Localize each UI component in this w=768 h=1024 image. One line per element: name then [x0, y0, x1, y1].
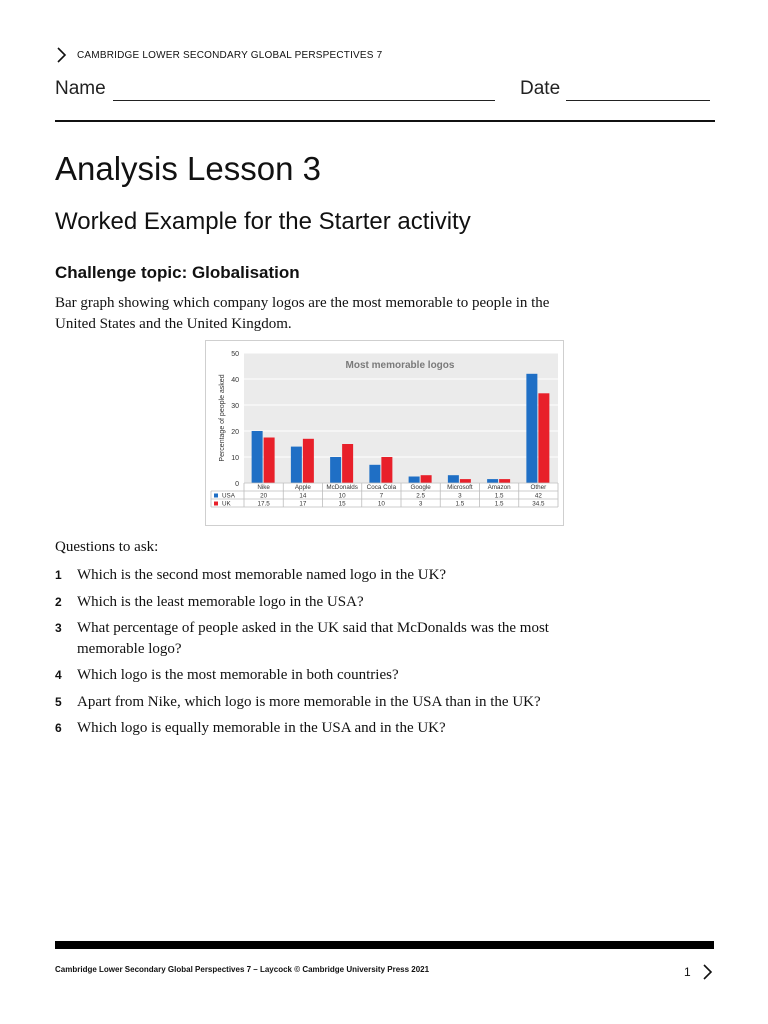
legend-key-uk — [214, 502, 218, 506]
data-label: 10 — [338, 492, 346, 500]
bar-usa — [526, 374, 537, 483]
data-label: 10 — [377, 500, 385, 508]
data-label: 15 — [338, 500, 346, 508]
data-label: 17 — [299, 500, 307, 508]
chart-container — [205, 340, 564, 526]
footer-credit: Cambridge Lower Secondary Global Perspectives 7 – Laycock © Cambridge University Press 2021 — [55, 965, 430, 974]
x-tick-label: Google — [410, 484, 431, 491]
data-label: 3 — [458, 492, 462, 500]
y-tick-label: 30 — [231, 403, 239, 410]
data-label: 7 — [379, 492, 384, 500]
y-tick-label: 10 — [231, 455, 239, 462]
data-label: 14 — [299, 492, 307, 500]
bar-usa — [330, 457, 341, 483]
data-label: 1.5 — [494, 492, 504, 500]
y-tick-label: 20 — [231, 429, 239, 436]
footer-divider — [55, 941, 714, 949]
question-text: What percentage of people asked in the UK said that McDonalds was the most memorable logo? — [77, 620, 549, 657]
data-label: 3 — [418, 500, 423, 508]
page-number: 1 — [684, 965, 691, 979]
y-axis-label: Percentage of people asked — [219, 374, 226, 462]
date-field[interactable] — [566, 100, 710, 101]
chevron-right-icon — [55, 45, 69, 65]
bar-usa — [369, 465, 380, 483]
legend-label: UK — [222, 500, 231, 508]
question-number: 3 — [55, 621, 62, 635]
bar-usa — [409, 477, 420, 484]
bar-usa — [448, 475, 459, 483]
bar-uk — [421, 475, 432, 483]
y-tick-label: 0 — [235, 481, 239, 488]
bar-chart — [206, 341, 563, 525]
question-number: 4 — [55, 668, 62, 682]
chart-title: Most memorable logos — [345, 360, 455, 371]
data-label: 42 — [534, 492, 542, 500]
bar-uk — [264, 438, 275, 484]
x-tick-label: McDonalds — [326, 484, 358, 491]
question-text: Apart from Nike, which logo is more memorable in the USA than in the UK? — [77, 694, 541, 710]
bar-uk — [538, 393, 549, 483]
name-label: Name — [55, 78, 106, 99]
question-text: Which is the least memorable logo in the USA? — [77, 594, 364, 610]
bar-usa — [291, 447, 302, 483]
data-label: 34.5 — [532, 500, 545, 508]
name-field[interactable] — [113, 100, 495, 101]
legend-label: USA — [222, 492, 235, 500]
header-divider — [55, 120, 715, 122]
page-subtitle: Worked Example for the Starter activity — [55, 208, 471, 235]
x-tick-label: Apple — [294, 484, 311, 491]
question-number: 6 — [55, 721, 62, 735]
series-title: CAMBRIDGE LOWER SECONDARY GLOBAL PERSPECTIVES 7 — [77, 50, 383, 61]
question-number: 2 — [55, 595, 62, 609]
question-text: Which is the second most memorable named logo in the UK? — [77, 567, 447, 583]
data-label: 1.5 — [455, 500, 465, 508]
bar-uk — [342, 444, 353, 483]
bar-uk — [303, 439, 314, 483]
chevron-right-icon[interactable] — [702, 962, 714, 982]
bar-usa — [252, 431, 263, 483]
question-number: 1 — [55, 568, 62, 582]
data-label: 17.5 — [257, 500, 270, 508]
date-label: Date — [520, 78, 561, 99]
page-title: Analysis Lesson 3 — [55, 150, 321, 187]
data-label: 1.5 — [494, 500, 504, 508]
x-tick-label: Amazon — [487, 484, 511, 491]
challenge-topic: Challenge topic: Globalisation — [55, 263, 300, 282]
legend-key-usa — [214, 494, 218, 498]
intro-text: Bar graph showing which company logos are the most memorable to people in the United States and the United Kingdom. — [55, 295, 550, 332]
data-label: 2.5 — [416, 492, 426, 500]
x-tick-label: Nike — [257, 484, 270, 491]
y-tick-label: 40 — [231, 377, 239, 384]
bar-uk — [460, 479, 471, 483]
data-label: 20 — [260, 492, 268, 500]
question-number: 5 — [55, 695, 62, 709]
x-tick-label: Other — [530, 484, 547, 491]
question-text: Which logo is equally memorable in the USA and in the UK? — [77, 720, 446, 736]
question-text: Which logo is the most memorable in both countries? — [77, 667, 399, 683]
x-tick-label: Microsoft — [447, 484, 473, 491]
bar-uk — [381, 457, 392, 483]
y-tick-label: 50 — [231, 351, 239, 358]
x-tick-label: Coca Cola — [366, 484, 397, 491]
bar-uk — [499, 479, 510, 483]
bar-usa — [487, 479, 498, 483]
questions-heading: Questions to ask: — [55, 539, 159, 555]
